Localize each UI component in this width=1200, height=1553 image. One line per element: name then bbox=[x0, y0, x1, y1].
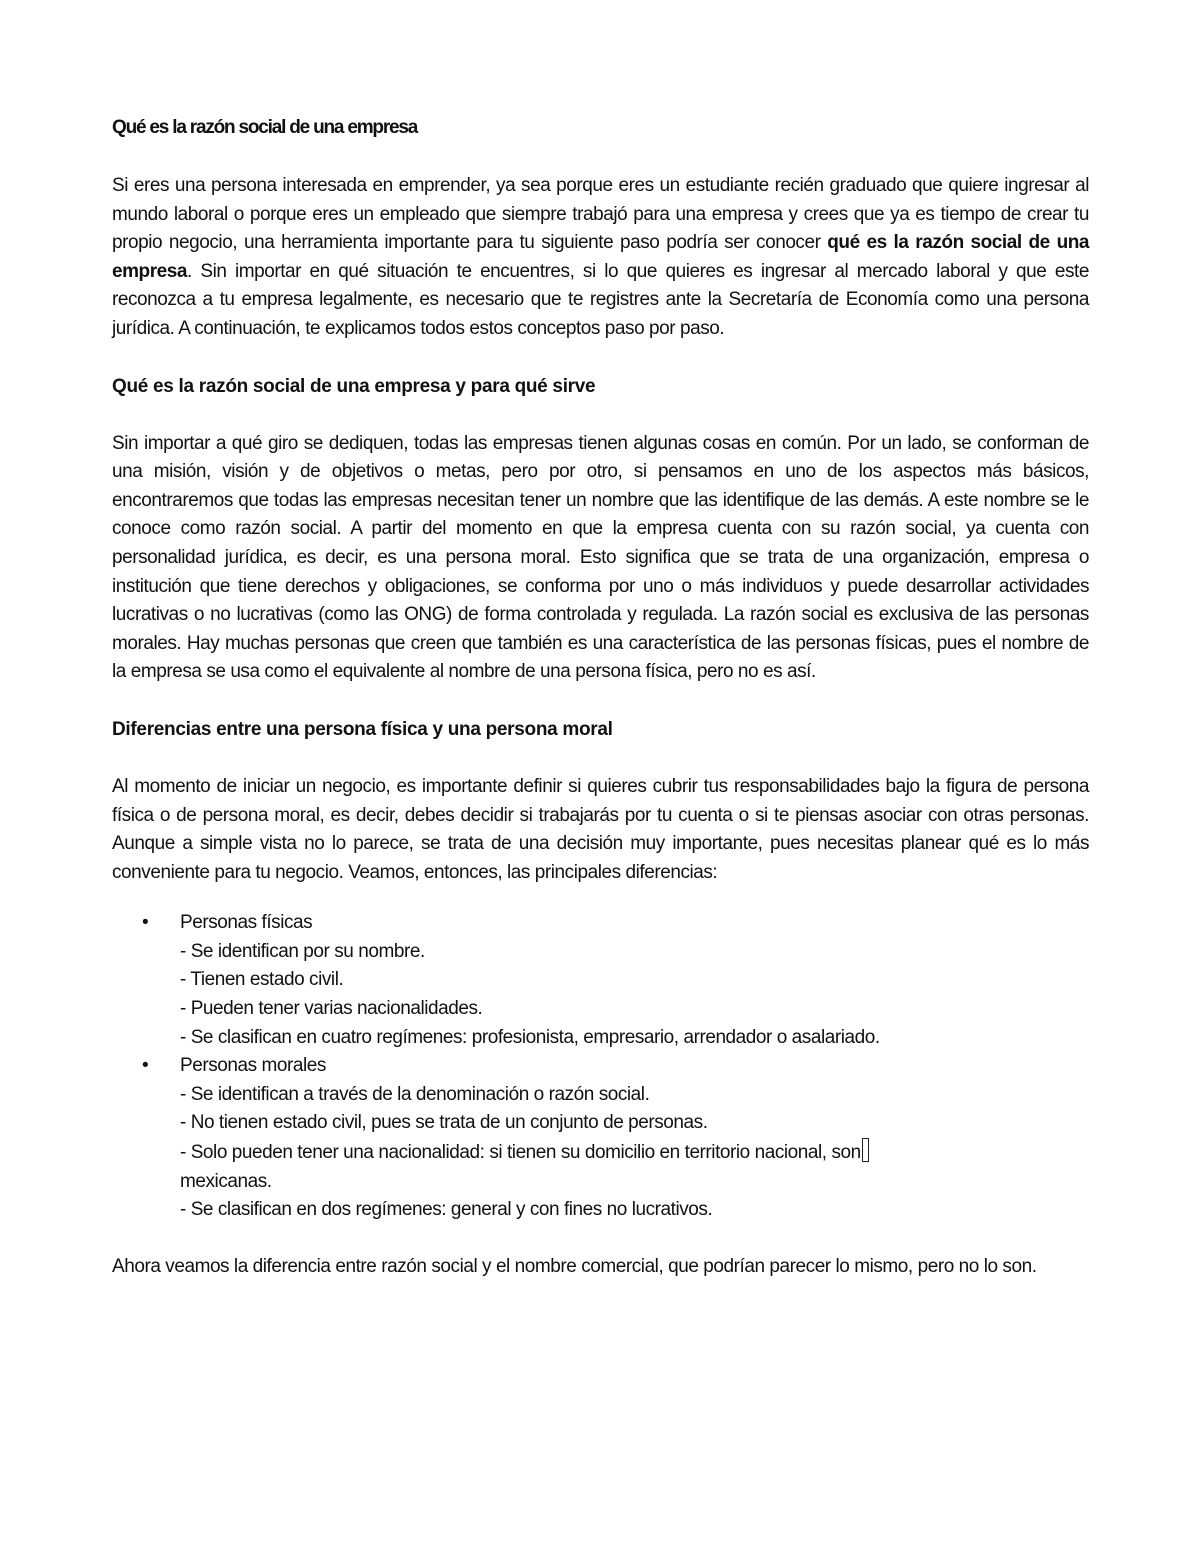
closing-paragraph: Ahora veamos la diferencia entre razón social y el nombre comercial, que podrían parecer lo mismo, pero no lo son. bbox=[112, 1255, 1037, 1277]
list-item-personas-morales bbox=[112, 1052, 1089, 1225]
list-subitem: - Pueden tener varias nacionalidades. bbox=[180, 998, 483, 1020]
differences-list bbox=[112, 909, 1089, 1225]
list-subitem: - No tienen estado civil, pues se trata de un conjunto de personas. bbox=[180, 1112, 708, 1134]
intro-text-end: . Sin importar en qué situación te encuentres, si lo que quieres es ingresar al mercado laboral y que este reconozca a tu empresa legalmente, es necesario que te registres ante la Secretaría de Economía como una persona jurídica. A continuación, te explicamos todos estos conceptos paso por paso. bbox=[112, 260, 1089, 339]
bullet-icon: • bbox=[142, 1055, 149, 1077]
list-subitem: - Tienen estado civil. bbox=[180, 969, 344, 991]
list-item-personas-fisicas bbox=[112, 909, 1089, 1052]
list-item-label: Personas físicas bbox=[180, 912, 313, 934]
list-subitem: - Se clasifican en cuatro regímenes: profesionista, empresario, arrendador o asalariado. bbox=[180, 1026, 880, 1048]
list-subitem: - Se identifican a través de la denominación o razón social. bbox=[180, 1083, 650, 1105]
list-subitem: - Se identifican por su nombre. bbox=[180, 940, 425, 962]
section-diferencias-paragraph: Al momento de iniciar un negocio, es importante definir si quieres cubrir tus responsabilidades bajo la figura de persona física o de persona moral, es decir, debes decidir si trabajarás por tu cuenta o si te piensas asociar con otras personas. Aunque a simple vista no lo parece, se trata de una decisión muy importante, pues necesitas planear qué es lo más conveniente para tu negocio. Veamos, entonces, las principales diferencias: bbox=[112, 775, 1089, 883]
list-item-label: Personas morales bbox=[180, 1055, 326, 1077]
list-subitem-text: - Solo pueden tener una nacionalidad: si tienen su domicilio en territorio nacional, son bbox=[180, 1142, 861, 1164]
document-page bbox=[112, 108, 1089, 1281]
list-subitem: mexicanas. bbox=[180, 1170, 272, 1192]
bullet-icon: • bbox=[142, 912, 149, 934]
text-cursor-icon bbox=[862, 1138, 869, 1162]
section-heading-diferencias: Diferencias entre una persona física y una persona moral bbox=[112, 718, 613, 740]
intro-text-start: Si eres una persona interesada en emprender, ya sea porque eres un estudiante recién graduado que quiere ingresar al mundo laboral o porque eres un empleado que siempre trabajó para una empresa y crees que ya es tiempo de crear tu propio negocio, una herramienta importante para tu siguiente paso podría ser conocer bbox=[112, 175, 1089, 254]
section-heading-razon-social: Qué es la razón social de una empresa y para qué sirve bbox=[112, 375, 596, 397]
intro-bold-phrase: qué es la razón social de una empresa bbox=[112, 232, 1089, 282]
section-razon-social-paragraph: Sin importar a qué giro se dediquen, todas las empresas tienen algunas cosas en común. Por un lado, se conforman de una misión, visión y de objetivos o metas, pero por otro, si pensamos en uno de los aspectos más básicos, encontraremos que todas las empresas necesitan tener un nombre que las identifique de las demás. A este nombre se le conoce como razón social. A partir del momento en que la empresa cuenta con su razón social, ya cuenta con personalidad jurídica, es decir, es una persona moral. Esto significa que se trata de una organización, empresa o institución que tiene derechos y obligaciones, se conforma por uno o más individuos y puede desarrollar actividades lucrativas o no lucrativas (como las ONG) de forma controlada y regulada. La razón social es exclusiva de las personas morales. Hay muchas personas que creen que también es una característica de las personas físicas, pues el nombre de la empresa se usa como el equivalente al nombre de una persona física, pero no es así. bbox=[112, 432, 1089, 683]
document-title: Qué es la razón social de una empresa bbox=[112, 117, 418, 138]
list-subitem-nacionalidad bbox=[180, 1138, 1089, 1168]
list-subitem: - Se clasifican en dos regímenes: general y con fines no lucrativos. bbox=[180, 1199, 713, 1221]
intro-paragraph bbox=[112, 172, 1089, 344]
